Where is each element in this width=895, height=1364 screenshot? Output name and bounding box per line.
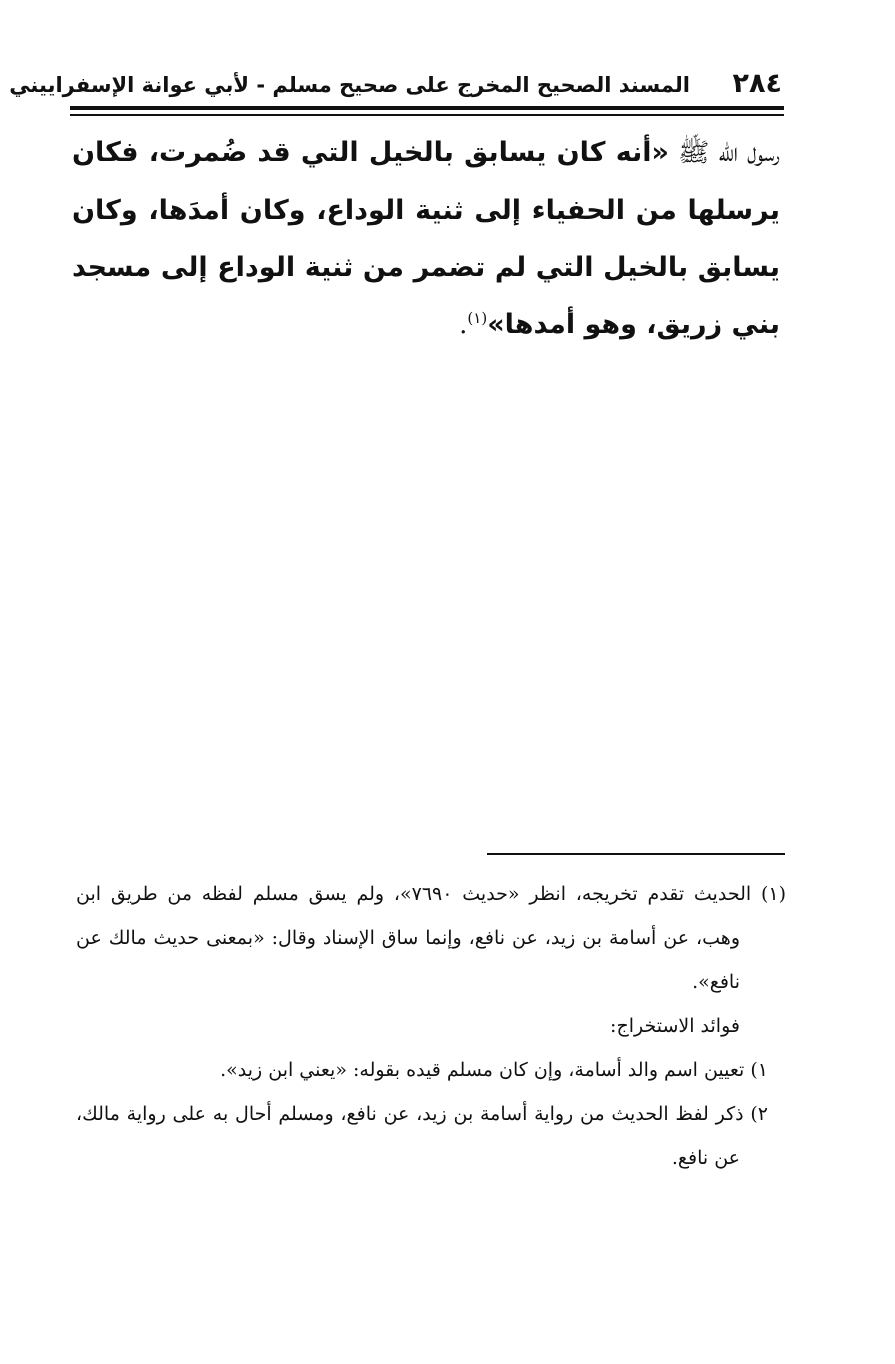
- page-number: ٢٨٤: [732, 68, 782, 99]
- main-text: [72, 124, 780, 354]
- running-title: المسند الصحيح المخرج على صحيح مسلم - لأبي عوانة الإسفراييني: [9, 73, 690, 97]
- benefits-heading: فوائد الاستخراج:: [610, 1015, 740, 1037]
- benefit-item-2: ٢) ذكر لفظ الحديث من رواية أسامة بن زيد، عن نافع، ومسلم أحال به على رواية مالك، عن نافع.: [76, 1103, 768, 1169]
- header-rule-thick: [70, 106, 784, 110]
- intro-text: رسول الله ﷺ: [668, 138, 780, 168]
- page-header: [9, 66, 782, 106]
- end-punctuation: .: [459, 310, 468, 340]
- benefit-item-1: ١) تعيين اسم والد أسامة، وإن كان مسلم قيده بقوله: «يعني ابن زيد».: [220, 1059, 768, 1081]
- header-rule-thin: [70, 114, 784, 116]
- hadith-text: «أنه كان يسابق بالخيل التي قد ضُمرت، فكان يرسلها من الحفياء إلى ثنية الوداع، وكان أمدَها، وكان يسابق بالخيل التي لم تضمر من ثنية الوداع إلى مسجد بني زريق، وهو أمدها»: [72, 137, 780, 340]
- footnote-1: (١) الحديث تقدم تخريجه، انظر «حديث ٧٦٩٠»، ولم يسق مسلم لفظه من طريق ابن وهب، عن أسامة بن زيد، عن نافع، وإنما ساق الإسناد وقال: «بمعنى حديث مالك عن نافع».: [76, 883, 786, 993]
- footnote-reference: (١): [467, 309, 488, 327]
- footnotes: [76, 872, 786, 1180]
- footnote-separator: [487, 853, 785, 855]
